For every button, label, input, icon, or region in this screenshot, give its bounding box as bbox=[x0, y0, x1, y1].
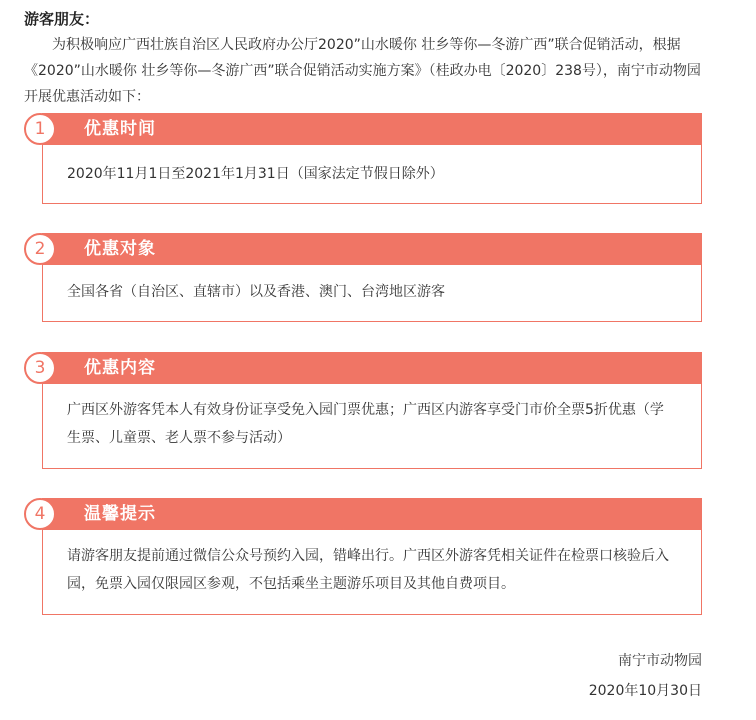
section-title: 优惠内容 bbox=[84, 358, 156, 378]
section-title: 温馨提示 bbox=[84, 504, 156, 524]
section-header bbox=[42, 113, 702, 145]
section-tips bbox=[24, 498, 702, 616]
section-number-badge: 1 bbox=[24, 113, 56, 145]
section-title: 优惠对象 bbox=[84, 239, 156, 259]
intro-paragraph: 为积极响应广西壮族自治区人民政府办公厅2020”山水暖你 壮乡等你—冬游广西”联合促销活动，根据《2020”山水暖你 壮乡等你—冬游广西”联合促销活动实施方案》（桂政办电〔2020〕238号），南宁市动物园开展优惠活动如下： bbox=[24, 37, 701, 105]
signature-org: 南宁市动物园 bbox=[618, 653, 702, 669]
section-number-badge: 2 bbox=[24, 233, 56, 265]
section-header bbox=[42, 233, 702, 265]
section-content bbox=[24, 352, 702, 470]
section-target bbox=[24, 233, 702, 323]
section-body bbox=[42, 384, 702, 469]
section-body bbox=[42, 145, 702, 204]
section-title: 优惠时间 bbox=[84, 119, 156, 139]
section-header bbox=[42, 498, 702, 530]
section-number-badge: 3 bbox=[24, 352, 56, 384]
section-text: 2020年11月1日至2021年1月31日（国家法定节假日除外） bbox=[67, 166, 444, 182]
section-text: 请游客朋友提前通过微信公众号预约入园，错峰出行。广西区外游客凭相关证件在检票口核验后入园，免票入园仅限园区参观，不包括乘坐主题游乐项目及其他自费项目。 bbox=[67, 548, 669, 592]
signature-date: 2020年10月30日 bbox=[588, 683, 702, 699]
section-text: 广西区外游客凭本人有效身份证享受免入园门票优惠；广西区内游客享受门市价全票5折优惠（学生票、儿童票、老人票不参与活动） bbox=[67, 402, 664, 446]
greeting: 游客朋友： bbox=[24, 10, 100, 28]
section-header bbox=[42, 352, 702, 384]
section-body bbox=[42, 265, 702, 322]
section-body bbox=[42, 530, 702, 615]
section-time bbox=[24, 113, 702, 205]
section-text: 全国各省（自治区、直辖市）以及香港、澳门、台湾地区游客 bbox=[67, 284, 445, 300]
section-number-badge: 4 bbox=[24, 498, 56, 530]
